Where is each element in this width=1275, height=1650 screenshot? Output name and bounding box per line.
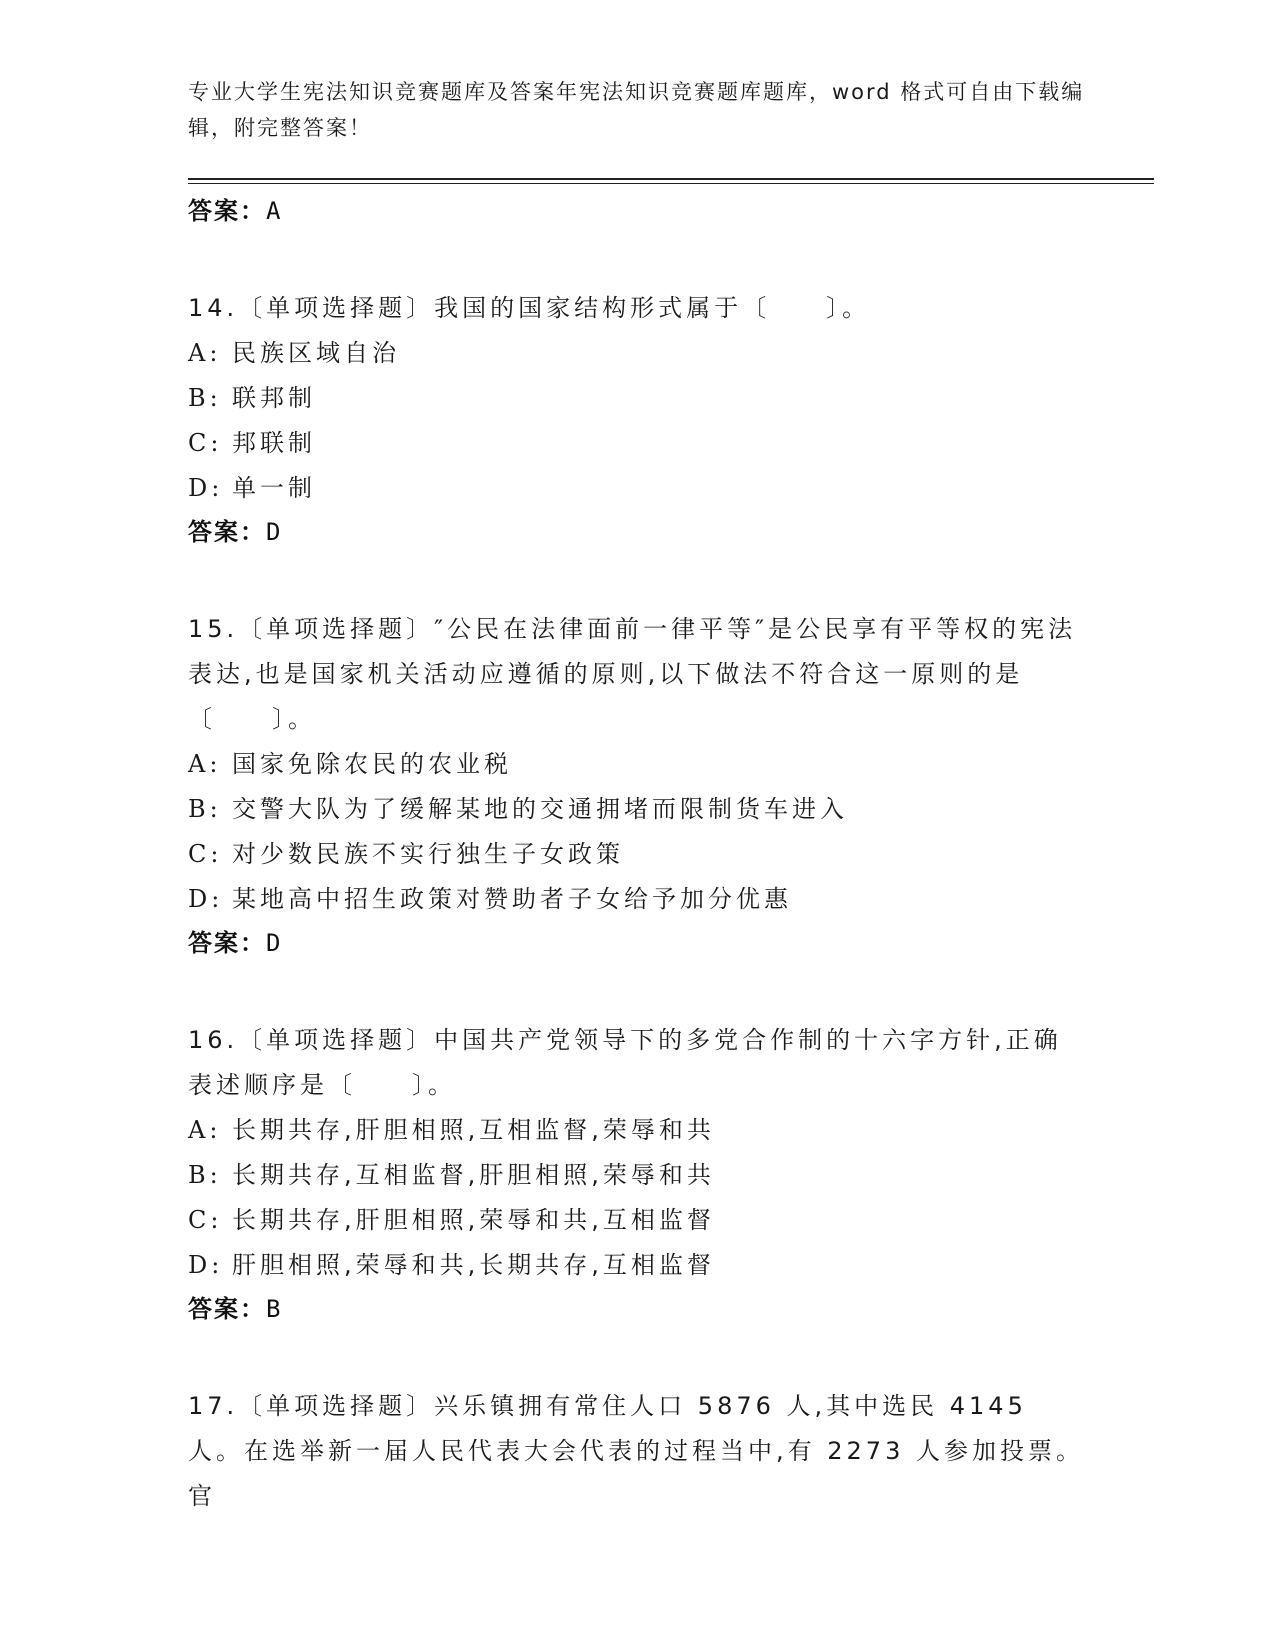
header-divider-thin	[188, 183, 1154, 184]
option-key: B:	[188, 1161, 222, 1189]
option-key: A:	[188, 750, 222, 778]
document-header: 专业大学生宪法知识竞赛题库及答案年宪法知识竞赛题库题库，word 格式可自由下载编辑，附完整答案！	[188, 80, 1085, 140]
option-key: A:	[188, 339, 222, 367]
question-stem: 14.〔单项选择题〕我国的国家结构形式属于〔 〕。	[188, 294, 871, 322]
option-a	[188, 1108, 1088, 1153]
option-key: C:	[188, 840, 223, 868]
option-b	[188, 787, 1088, 832]
option-d	[188, 1243, 1088, 1288]
question-14	[188, 286, 1088, 559]
option-key: C:	[188, 429, 223, 457]
option-a	[188, 331, 1088, 376]
option-c	[188, 832, 1088, 877]
document-body	[188, 190, 1088, 1519]
question-17	[188, 1384, 1088, 1519]
option-b	[188, 1153, 1088, 1198]
option-text: 长期共存,互相监督,肝胆相照,荣辱和共	[232, 1161, 715, 1189]
answer-value: A	[266, 197, 283, 225]
question-stem: 17.〔单项选择题〕兴乐镇拥有常住人口 5876 人,其中选民 4145 人。在选举新一届人民代表大会代表的过程当中,有 2273 人参加投票。官	[188, 1392, 1084, 1510]
answer-label: 答案：	[188, 518, 266, 546]
question-16	[188, 1018, 1088, 1336]
option-c	[188, 1198, 1088, 1243]
answer-line	[188, 922, 1088, 970]
option-a	[188, 742, 1088, 787]
question-15	[188, 607, 1088, 970]
option-key: A:	[188, 1116, 222, 1144]
option-d	[188, 466, 1088, 511]
option-text: 联邦制	[232, 384, 316, 412]
option-text: 民族区域自治	[232, 339, 400, 367]
answer-value: B	[266, 1295, 283, 1323]
header-divider-thick	[188, 178, 1154, 180]
option-key: D:	[188, 1251, 224, 1279]
option-text: 国家免除农民的农业税	[232, 750, 512, 778]
answer-line	[188, 511, 1088, 559]
option-key: B:	[188, 384, 222, 412]
option-key: D:	[188, 474, 224, 502]
answer-label: 答案：	[188, 929, 266, 957]
answer-value: D	[266, 518, 283, 546]
option-key: D:	[188, 885, 224, 913]
option-text: 单一制	[232, 474, 316, 502]
answer-label: 答案：	[188, 1295, 266, 1323]
option-text: 某地高中招生政策对赞助者子女给予加分优惠	[232, 885, 792, 913]
option-c	[188, 421, 1088, 466]
option-key: C:	[188, 1206, 223, 1234]
option-d	[188, 877, 1088, 922]
answer-line	[188, 1288, 1088, 1336]
option-b	[188, 376, 1088, 421]
answer-value: D	[266, 929, 283, 957]
option-text: 长期共存,肝胆相照,荣辱和共,互相监督	[232, 1206, 715, 1234]
answer-line	[188, 190, 1088, 238]
option-text: 邦联制	[232, 429, 316, 457]
option-text: 长期共存,肝胆相照,互相监督,荣辱和共	[232, 1116, 715, 1144]
option-text: 交警大队为了缓解某地的交通拥堵而限制货车进入	[232, 795, 848, 823]
option-text: 肝胆相照,荣辱和共,长期共存,互相监督	[232, 1251, 715, 1279]
option-text: 对少数民族不实行独生子女政策	[232, 840, 624, 868]
answer-label: 答案：	[188, 197, 266, 225]
question-stem: 15.〔单项选择题〕″公民在法律面前一律平等″是公民享有平等权的宪法表达,也是国家机关活动应遵循的原则,以下做法不符合这一原则的是〔 〕。	[188, 615, 1077, 733]
option-key: B:	[188, 795, 222, 823]
question-stem: 16.〔单项选择题〕中国共产党领导下的多党合作制的十六字方针,正确表述顺序是〔 〕。	[188, 1026, 1062, 1099]
